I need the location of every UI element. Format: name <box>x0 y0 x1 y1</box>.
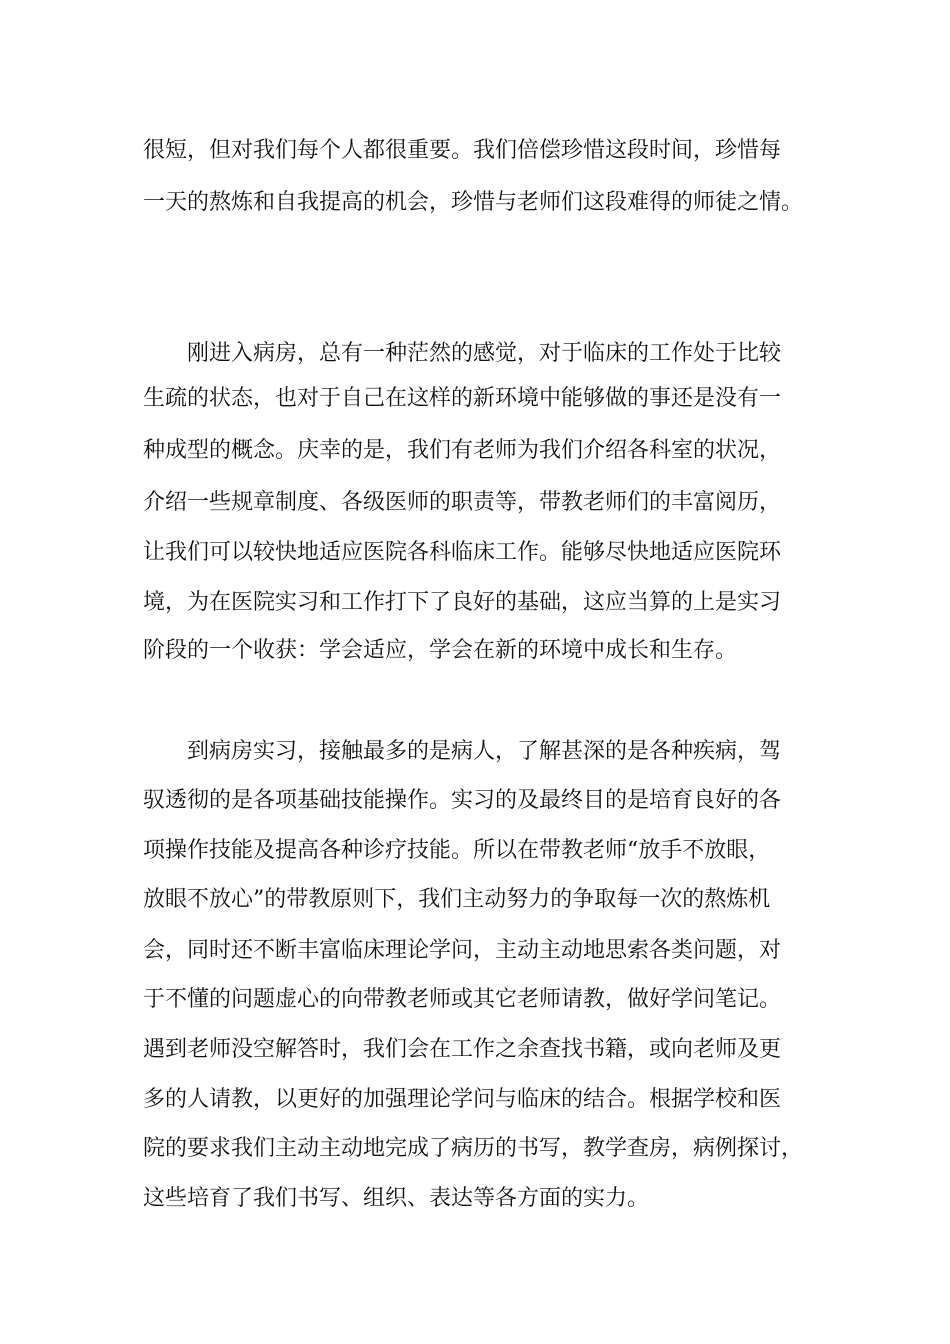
text-line: 会，同时还不断丰富临床理论学问，主动主动地思索各类问题，对 <box>143 938 782 963</box>
text-line: 驭透彻的是各项基础技能操作。实习的及最终目的是培育良好的各 <box>143 788 782 813</box>
text-line: 很短，但对我们每个人都很重要。我们倍偿珍惜这段时间，珍惜每 <box>143 138 782 163</box>
text-line: 让我们可以较快地适应医院各科临床工作。能够尽快地适应医院环 <box>143 540 782 565</box>
text-line: 放眼不放心”的带教原则下，我们主动努力的争取每一次的熬炼机 <box>143 887 771 912</box>
text-line: 多的人请教，以更好的加强理论学问与临床的结合。根据学校和医 <box>143 1087 782 1112</box>
text-line: 于不懂的问题虚心的向带教老师或其它老师请教，做好学问笔记。 <box>143 987 782 1012</box>
text-line: 刚进入病房，总有一种茫然的感觉，对于临床的工作处于比较 <box>143 341 782 366</box>
text-line: 院的要求我们主动主动地完成了病历的书写，教学查房，病例探讨， <box>143 1136 804 1161</box>
text-line: 境，为在医院实习和工作打下了良好的基础，这应当算的上是实习 <box>143 590 782 615</box>
text-line: 阶段的一个收获：学会适应，学会在新的环境中成长和生存。 <box>143 638 738 663</box>
text-line: 种成型的概念。庆幸的是，我们有老师为我们介绍各科室的状况， <box>143 438 782 463</box>
text-line: 这些培育了我们书写、组织、表达等各方面的实力。 <box>143 1186 650 1211</box>
text-line: 遇到老师没空解答时，我们会在工作之余查找书籍，或向老师及更 <box>143 1037 782 1062</box>
text-line: 介绍一些规章制度、各级医师的职责等，带教老师们的丰富阅历， <box>143 490 782 515</box>
text-line: 到病房实习，接触最多的是病人，了解甚深的是各种疾病，驾 <box>143 739 782 764</box>
text-line: 生疏的状态，也对于自己在这样的新环境中能够做的事还是没有一 <box>143 386 782 411</box>
text-line: 项操作技能及提高各种诊疗技能。所以在带教老师“放手不放眼， <box>143 838 771 863</box>
text-line: 一天的熬炼和自我提高的机会，珍惜与老师们这段难得的师徒之情。 <box>143 190 804 215</box>
